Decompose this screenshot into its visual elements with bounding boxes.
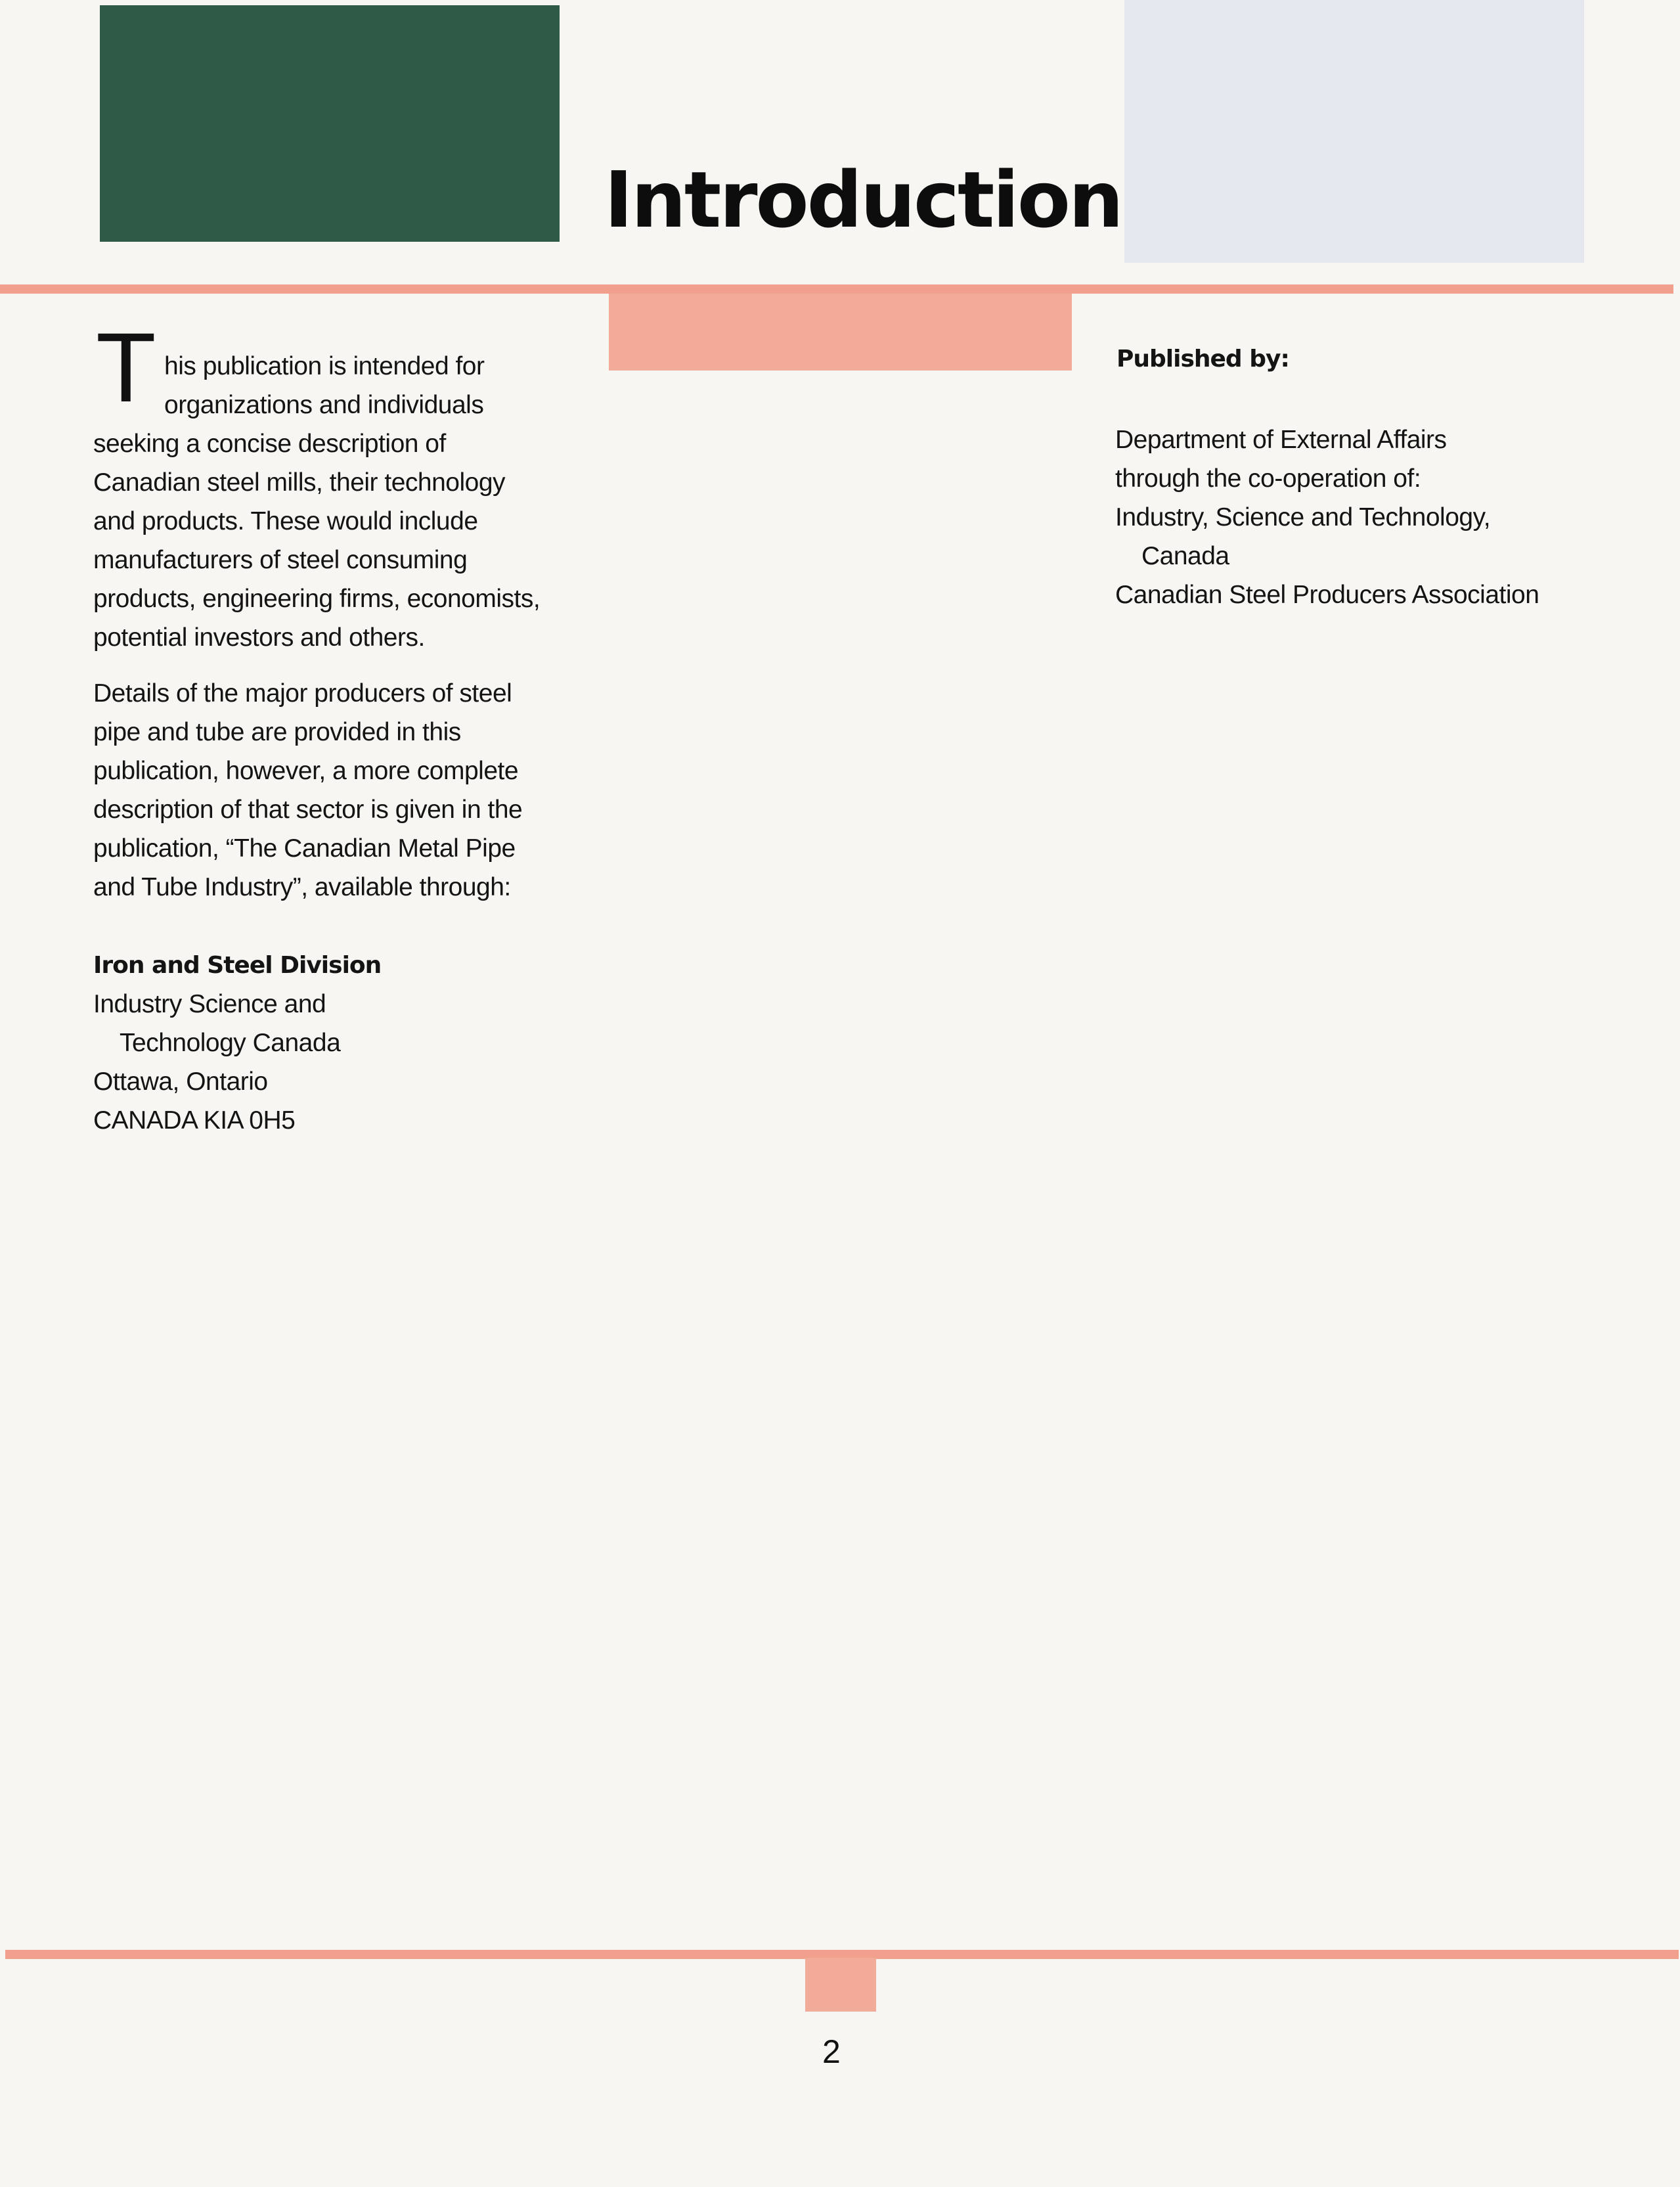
details-line: pipe and tube are provided in this: [93, 718, 461, 746]
publisher-line: Canadian Steel Producers Association: [1115, 581, 1539, 609]
division-heading: Iron and Steel Division: [93, 952, 382, 979]
intro-line: potential investors and others.: [93, 623, 425, 652]
top-divider-tab: [609, 294, 1072, 371]
details-line: Details of the major producers of steel: [93, 679, 512, 708]
header-green-block: [100, 5, 560, 242]
division-line: Ottawa, Ontario: [93, 1068, 268, 1096]
intro-line: seeking a concise description of: [93, 430, 446, 458]
intro-line: his publication is intended for: [164, 352, 485, 380]
intro-line: Canadian steel mills, their technology: [93, 468, 506, 497]
intro-line: products, engineering firms, economists,: [93, 585, 541, 613]
details-line: publication, however, a more complete: [93, 757, 519, 785]
intro-paragraph: [93, 347, 566, 657]
published-by-list: [1115, 420, 1614, 614]
page-title: Introduction: [604, 154, 1122, 245]
division-line: Industry Science and: [93, 990, 326, 1018]
publisher-line: Industry, Science and Technology,: [1115, 503, 1491, 531]
bottom-divider-tab: [805, 1958, 876, 2012]
top-divider-rule: [0, 284, 1673, 294]
details-line: publication, “The Canadian Metal Pipe: [93, 834, 516, 863]
publisher-line: through the co-operation of:: [1115, 464, 1421, 493]
details-line: description of that sector is given in the: [93, 796, 523, 824]
published-by-heading: Published by:: [1116, 346, 1289, 372]
publisher-line: Canada: [1141, 542, 1229, 570]
details-line: and Tube Industry”, available through:: [93, 873, 511, 901]
intro-line: and products. These would include: [93, 507, 478, 535]
division-line: Technology Canada: [120, 1029, 341, 1057]
division-address: [93, 946, 566, 1140]
intro-line: organizations and individuals: [164, 391, 484, 419]
publisher-line: Department of External Affairs: [1115, 426, 1447, 454]
drop-cap: T: [96, 312, 156, 422]
division-line: CANADA KIA 0H5: [93, 1106, 296, 1135]
page-number: 2: [822, 2033, 841, 2070]
details-paragraph: [93, 674, 566, 907]
intro-line: manufacturers of steel consuming: [93, 546, 468, 574]
header-blue-block: [1124, 0, 1584, 263]
